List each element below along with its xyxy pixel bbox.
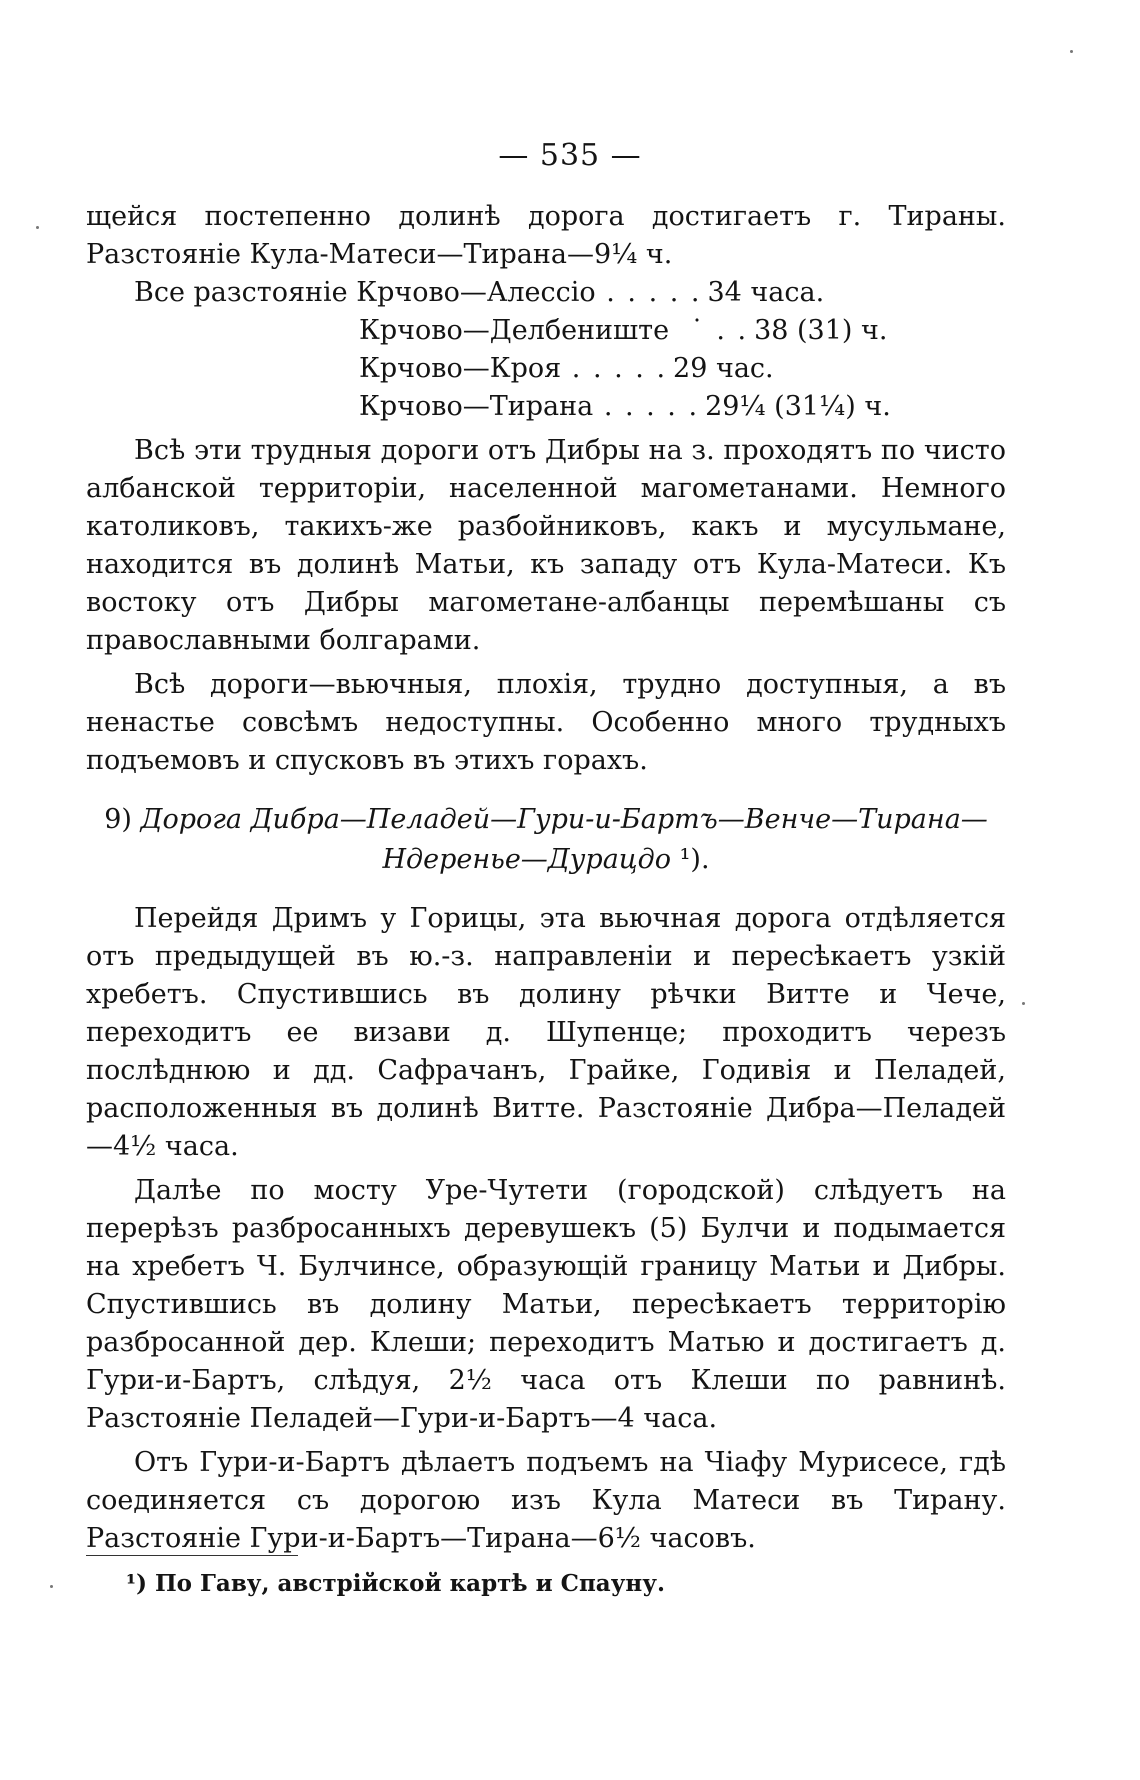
distance-value: 38 (31) ч. <box>754 315 888 346</box>
leader-dots: . . . . . <box>561 353 668 384</box>
page-body <box>86 198 1006 1558</box>
distance-route: Крчово—Тирана <box>359 391 594 422</box>
paragraph: Всѣ дороги—вьючныя, плохія, трудно доступныя, а въ ненастье совсѣмъ недоступны. Особенно много трудныхъ подъемовъ и спусковъ въ этихъ горахъ. <box>86 669 1006 776</box>
leader-dots: . . . . . <box>593 391 700 422</box>
distance-lead: Все разстояніе Крчово—Алессіо <box>134 277 596 308</box>
section-title-line2: Ндеренье—Дурацдо <box>382 844 671 875</box>
paragraph-continuation: щейся постепенно долинѣ дорога достигаетъ г. Тираны. Разстояніе Кула-Матеси—Тирана—9¼ ч. <box>86 201 1006 270</box>
footnote: ¹) По Гаву, австрійской картѣ и Спауну. <box>126 1570 665 1597</box>
section-heading-line <box>86 800 1006 840</box>
section-number: 9) <box>104 804 132 835</box>
distance-row <box>134 388 1006 426</box>
distance-row <box>134 350 1006 388</box>
distance-route: Крчово—Алессіо <box>356 277 596 308</box>
paragraph: Отъ Гури-и-Бартъ дѣлаетъ подъемъ на Чіафу Мурисесе, гдѣ соединяется съ дорогою изъ Кула Матеси въ Тирану. Разстояніе Гури-и-Бартъ—Тирана—6½ часовъ. <box>86 1447 1006 1554</box>
footnote-rule <box>86 1555 298 1556</box>
section-heading-line <box>86 840 1006 880</box>
section-heading <box>86 800 1006 880</box>
distance-row <box>134 274 1006 312</box>
paragraph: Всѣ эти трудныя дороги отъ Дибры на з. проходятъ по чисто албанской территоріи, населенной магометанами. Немного католиковъ, такихъ-же разбойниковъ, какъ и мусульмане, находится въ долинѣ Матьи, къ западу отъ Кула-Матеси. Къ востоку отъ Дибры магометане-албанцы перемѣшаны съ православными болгарами. <box>86 435 1006 656</box>
paper-speck <box>36 226 39 229</box>
paper-speck <box>50 1585 53 1588</box>
section-title-line1: Дорога Дибра—Пеладей—Гури-и-Бартъ—Венче—Тирана— <box>140 804 988 835</box>
paragraph: Перейдя Дримъ у Горицы, эта вьючная дорога отдѣляется отъ предыдущей въ ю.-з. направленіи и пересѣкаетъ узкій хребетъ. Спустившись въ долину рѣчки Витте и Чече, переходитъ ее визави д. Шупенце; проходитъ черезъ послѣднюю и дд. Сафрачанъ, Грайке, Годивія и Пеладей, расположенныя въ долинѣ Витте. Разстояніе Дибра—Пеладей—4½ часа. <box>86 903 1006 1162</box>
distance-value: 29 час. <box>673 353 774 384</box>
leader-dots: ˙ . . <box>669 315 749 346</box>
distance-table <box>134 274 1006 426</box>
distance-value: 29¼ (31¼) ч. <box>705 391 891 422</box>
leader-dots: . . . . . <box>595 277 702 308</box>
distance-route: Крчово—Делбениште <box>359 315 670 346</box>
page-number: — 535 — <box>498 138 642 173</box>
paragraph: Далѣе по мосту Уре-Чутети (городской) слѣдуетъ на перерѣзъ разбросанныхъ деревушекъ (5) Булчи и подымается на хребетъ Ч. Булчинсе, образующій границу Матьи и Дибры. Спустившись въ долину Матьи, пересѣкаетъ территорію разбросанной дер. Клеши; переходитъ Матью и достигаетъ д. Гури-и-Бартъ, слѣдуя, 2½ часа отъ Клеши по равнинѣ. Разстояніе Пеладей—Гури-и-Бартъ—4 часа. <box>86 1175 1006 1434</box>
paper-speck <box>1022 1002 1025 1005</box>
footnote-mark: ¹). <box>679 844 710 875</box>
distance-route: Крчово—Кроя <box>359 353 562 384</box>
distance-value: 34 часа. <box>707 277 825 308</box>
paper-speck <box>1070 50 1073 53</box>
distance-row <box>134 312 1006 350</box>
